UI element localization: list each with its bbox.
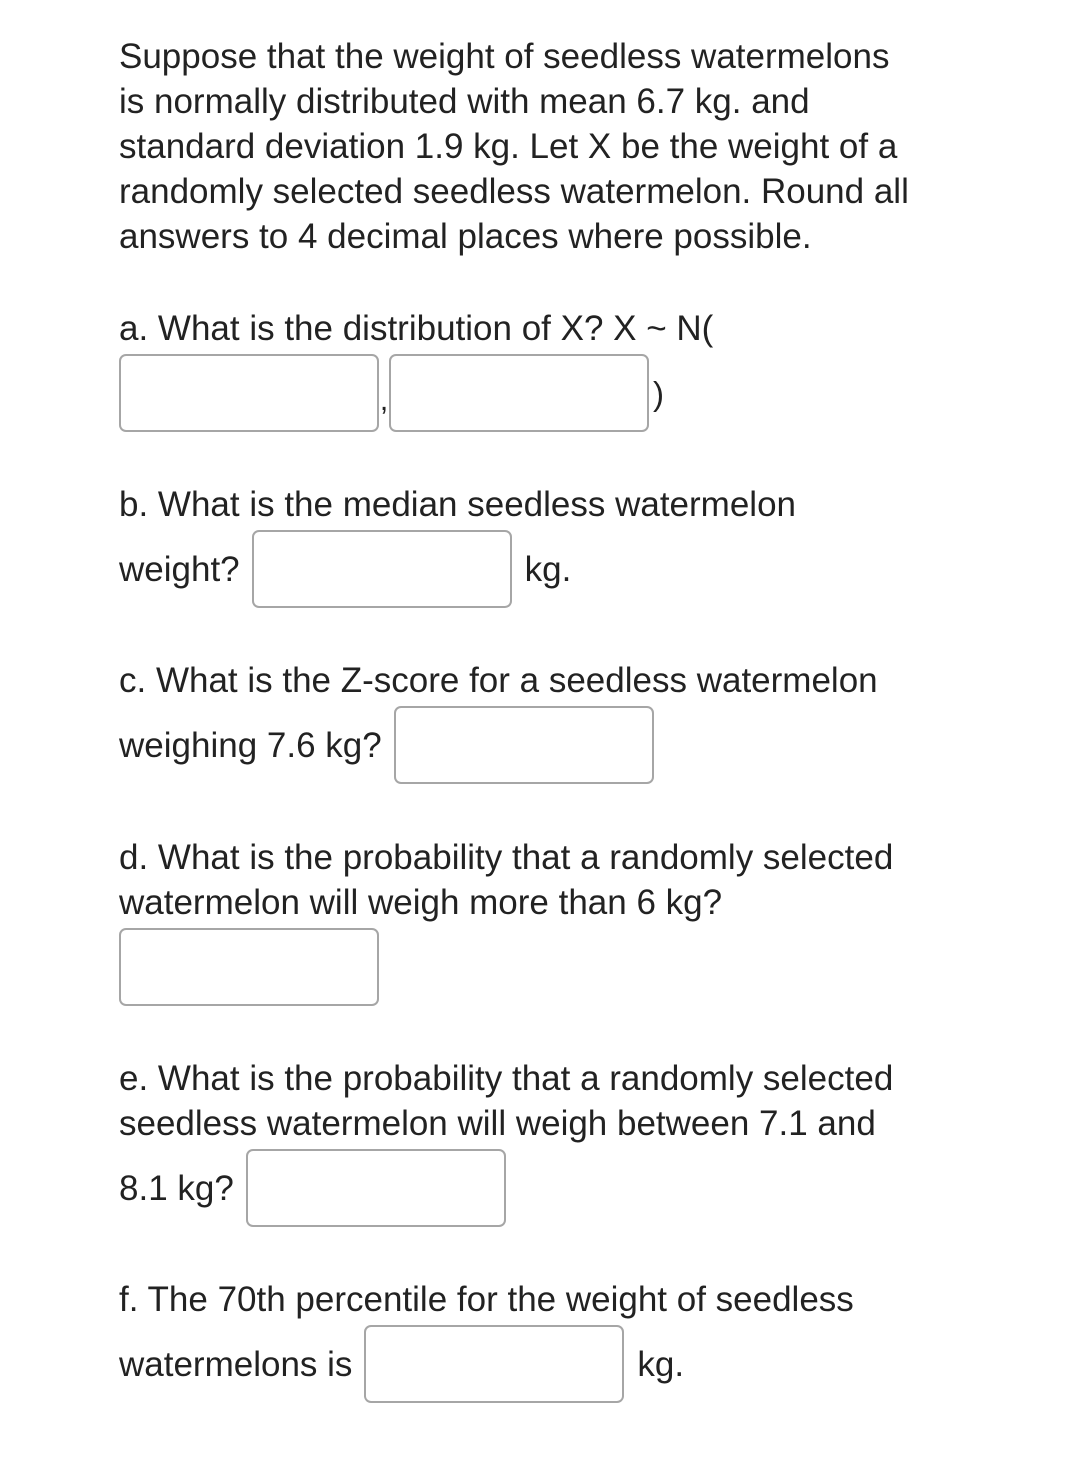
std-dev-input[interactable] [389,354,649,432]
question-c-prefix: weighing 7.6 kg? [119,725,382,765]
problem-line-4: randomly selected seedless watermelon. Round all [119,172,909,211]
question-f-unit: kg. [637,1344,685,1384]
question-a-text: a. What is the distribution of X? X ~ N( [119,309,714,348]
question-e-answer-row [119,1149,893,1227]
question-e-text-line-2: seedless watermelon will weigh between 7.1 and [119,1104,876,1143]
question-c-answer-row [119,706,878,784]
probability-more-than-6-input[interactable] [119,928,379,1006]
question-a-answer-row [119,354,713,432]
z-score-input[interactable] [394,706,654,784]
question-b-answer-row [119,530,796,608]
question-f-answer-row [119,1325,854,1403]
mean-input[interactable] [119,354,379,432]
problem-line-3: standard deviation 1.9 kg. Let X be the weight of a [119,127,898,166]
question-f [119,1277,854,1403]
question-b-prefix: weight? [119,549,240,589]
question-a [119,306,713,432]
question-e-prefix: 8.1 kg? [119,1168,234,1208]
problem-line-5: answers to 4 decimal places where possible. [119,217,812,256]
question-d-answer-row [119,928,893,1006]
question-c [119,658,878,784]
close-paren: ) [653,374,664,412]
question-e [119,1056,893,1227]
question-f-text: f. The 70th percentile for the weight of seedless [119,1280,854,1319]
question-c-text: c. What is the Z-score for a seedless watermelon [119,661,878,700]
comma-separator: , [379,384,389,417]
probability-between-input[interactable] [246,1149,506,1227]
problem-statement [119,34,1019,259]
question-f-prefix: watermelons is [119,1344,353,1384]
question-b [119,482,796,608]
median-input[interactable] [252,530,512,608]
question-e-text-line-1: e. What is the probability that a randomly selected [119,1059,894,1098]
percentile-input[interactable] [364,1325,624,1403]
question-d-text-line-1: d. What is the probability that a randomly selected [119,838,894,877]
question-b-unit: kg. [524,549,572,589]
problem-line-2: is normally distributed with mean 6.7 kg. and [119,82,810,121]
question-page [119,34,1019,1384]
question-d-text-line-2: watermelon will weigh more than 6 kg? [119,883,723,922]
problem-line-1: Suppose that the weight of seedless watermelons [119,37,890,76]
question-d [119,835,893,1006]
question-b-text: b. What is the median seedless watermelon [119,485,796,524]
